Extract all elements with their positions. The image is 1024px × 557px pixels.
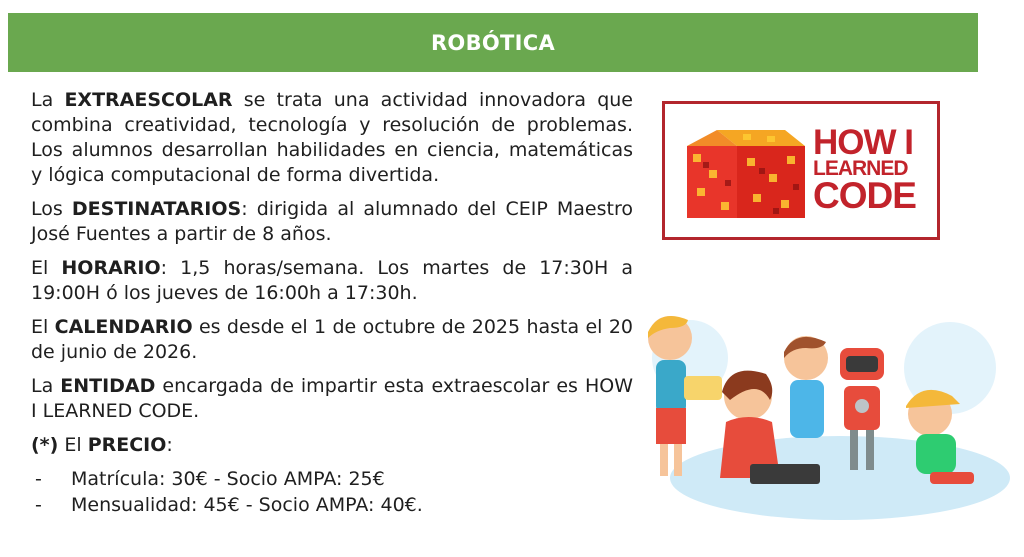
destinatarios-text: : dirigida al alumnado del CEIP Maestro José Fuentes a partir de 8 años.	[31, 198, 633, 245]
precio-heading	[31, 433, 633, 458]
horario-text: : 1,5 horas/semana. Los martes de 17:30H a 19:00H ó los jueves de 16:00h a 17:30h.	[31, 257, 634, 304]
list-dash: -	[35, 468, 42, 490]
intro-pre: La	[31, 89, 65, 111]
list-item	[31, 493, 633, 519]
kids-robot-illustration	[630, 288, 1014, 532]
entidad-paragraph	[31, 374, 633, 424]
calendario-text: es desde el 1 de octubre de 2025 hasta el 20 de junio de 2026.	[31, 316, 633, 363]
destinatarios-paragraph	[31, 197, 633, 247]
boy-middle	[784, 336, 828, 438]
intro-text: se trata una actividad innovadora que combina creatividad, tecnología y resolución de problemas. Los alumnos desarrollan habilidades en ciencia, matemáticas y lógica computacional de forma divertida.	[31, 89, 633, 186]
logo-line-1: HOW I	[813, 123, 913, 162]
content-column	[31, 88, 633, 518]
horario-paragraph	[31, 256, 633, 306]
logo-line-3: CODE	[813, 175, 916, 216]
entidad-text: encargada de impartir esta extraescolar es HOW I LEARNED CODE.	[31, 375, 633, 422]
precio-asterisk: (*)	[31, 434, 59, 456]
page-title: ROBÓTICA	[430, 30, 556, 55]
price-matricula: Matrícula: 30€ - Socio AMPA: 25€	[71, 468, 385, 490]
price-mensualidad: Mensualidad: 45€ - Socio AMPA: 40€.	[71, 493, 423, 516]
list-dash: -	[35, 493, 42, 516]
precio-colon: :	[166, 434, 173, 456]
entidad-keyword: ENTIDAD	[60, 375, 156, 397]
destinatarios-keyword: DESTINATARIOS	[71, 198, 242, 220]
header-bar	[8, 13, 978, 72]
calendario-keyword: CALENDARIO	[54, 316, 193, 338]
destinatarios-pre: Los	[31, 198, 72, 220]
list-item	[31, 467, 633, 493]
how-i-learned-code-logo	[662, 101, 940, 240]
precio-keyword: PRECIO	[87, 434, 167, 456]
intro-paragraph	[31, 88, 633, 188]
pixel-cube-icon	[677, 118, 817, 228]
logo-wordmark	[813, 123, 933, 216]
calendario-paragraph	[31, 315, 633, 365]
logo-line-2: LEARNED	[813, 157, 908, 180]
calendario-pre: El	[31, 316, 55, 338]
entidad-pre: La	[31, 375, 61, 397]
price-list	[31, 467, 633, 518]
horario-keyword: HORARIO	[61, 257, 161, 279]
precio-mid: El	[58, 434, 88, 456]
horario-pre: El	[31, 257, 62, 279]
intro-keyword: EXTRAESCOLAR	[64, 89, 233, 111]
